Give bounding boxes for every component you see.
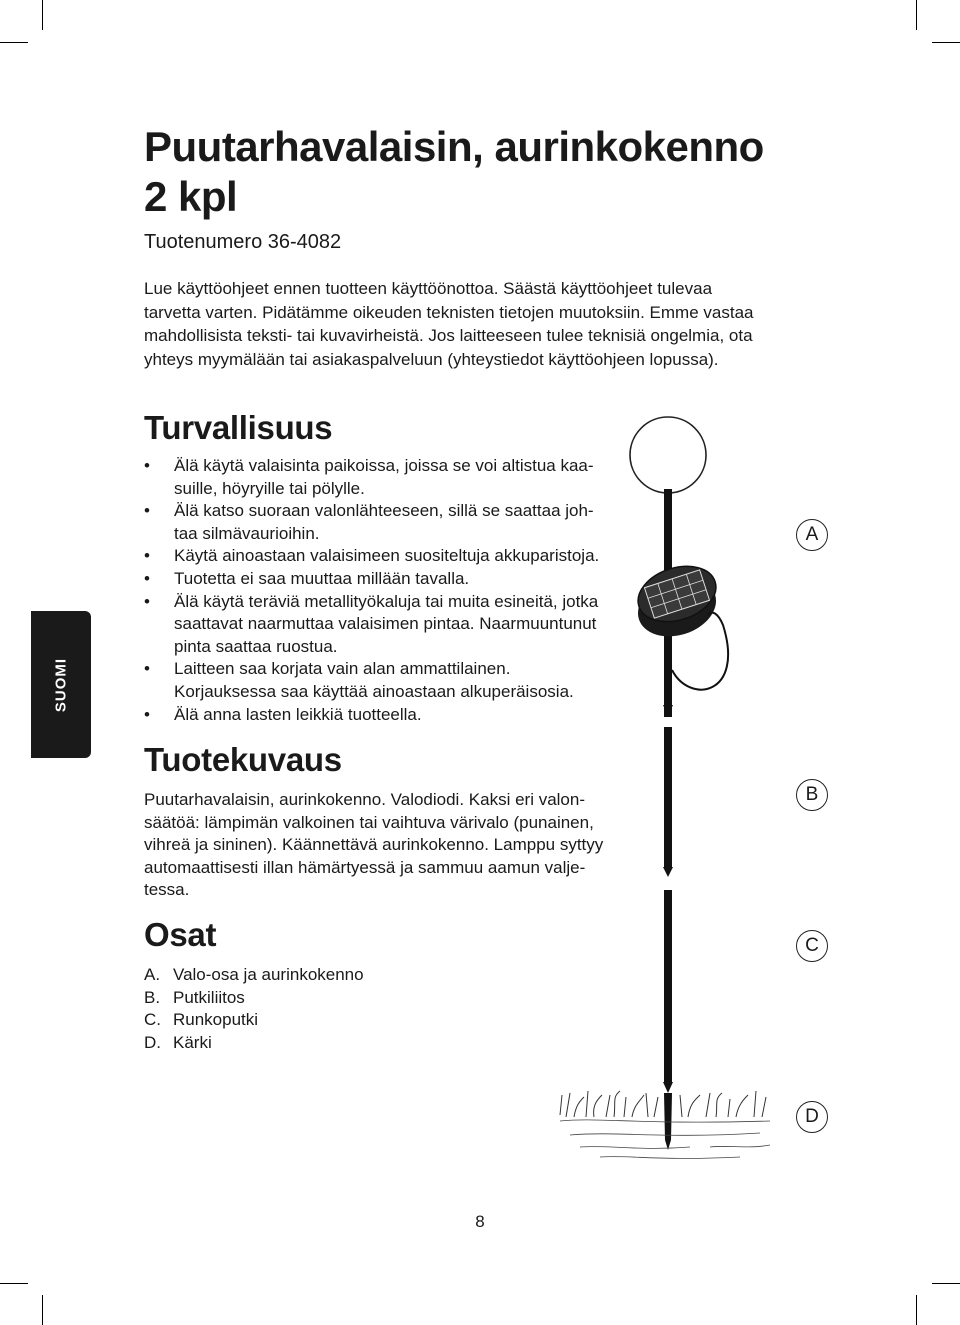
list-item-line: • Tuotetta ei saa muuttaa millään tavalla. <box>174 568 470 588</box>
assembly-arrow <box>663 867 673 877</box>
list-item-line: taa silmävaurioihin. <box>174 523 320 543</box>
part-label: Putkiliitos <box>173 987 245 1007</box>
callout-a: A <box>796 519 828 551</box>
list-item <box>144 964 364 987</box>
crop-mark <box>916 0 917 30</box>
description-line: Puutarhavalaisin, aurinkokenno. Valodiodi. Kaksi eri valon- <box>144 790 585 809</box>
list-item-line: • Älä käytä valaisinta paikoissa, joissa se voi altistua kaa- <box>174 456 594 475</box>
part-label: Runkoputki <box>173 1010 259 1030</box>
crop-mark <box>42 0 43 30</box>
description-line: automaattisesti illan hämärtyessä ja sammuu aamun valje- <box>144 857 586 877</box>
product-number: Tuotenumero 36-4082 <box>144 231 342 253</box>
list-item-line: • Älä katso suoraan valonlähteeseen, sillä se saattaa joh- <box>174 501 594 521</box>
description-line: vihreä ja sininen). Käännettävä aurinkokenno. Lamppu syttyy <box>144 835 604 855</box>
page-title <box>144 122 844 222</box>
safety-heading: Turvallisuus <box>144 409 333 446</box>
crop-mark <box>916 1295 917 1325</box>
intro-line: tarvetta varten. Pidätämme oikeuden teknisten tietojen muutoksiin. Emme vastaa <box>144 302 754 322</box>
callout-c: C <box>796 930 828 962</box>
description-line: säätöä: lämpimän valkoinen tai vaihtuva värivalo (punainen, <box>144 812 594 832</box>
part-key: A. <box>144 965 161 984</box>
light-globe <box>630 417 706 493</box>
list-item-line: • Älä käytä teräviä metallityökaluja tai muita esineitä, jotka <box>174 591 599 611</box>
list-item-line: saattavat naarmuttaa valaisimen pintaa. Naarmuuntunut <box>174 614 597 634</box>
list-item <box>144 1009 364 1032</box>
list-item-line: pinta saattaa ruostua. <box>174 636 338 656</box>
title-line: Puutarhavalaisin, aurinkokenno <box>144 123 764 170</box>
list-item-line: • Laitteen saa korjata vain alan ammattilainen. <box>174 659 511 679</box>
title-line: 2 kpl <box>144 173 238 220</box>
list-item-line: Korjauksessa saa käyttää ainoastaan alkuperäisosia. <box>174 681 574 701</box>
part-label: Kärki <box>173 1032 212 1052</box>
part-key: C. <box>144 1010 161 1030</box>
language-tab-label: SUOMI <box>52 657 70 712</box>
list-item-line: • Käytä ainoastaan valaisimeen suositeltuja akkuparistoja. <box>174 546 600 566</box>
intro-line: Lue käyttöohjeet ennen tuotteen käyttöönottoa. Säästä käyttöohjeet tulevaa <box>144 279 713 298</box>
parts-list <box>144 964 364 1054</box>
list-item-line: suille, höyryille tai pölylle. <box>174 478 365 498</box>
crop-mark <box>42 1295 43 1325</box>
part-key: D. <box>144 1032 161 1052</box>
list-item <box>144 987 364 1010</box>
crop-mark <box>932 1283 960 1284</box>
parts-heading: Osat <box>144 916 217 953</box>
list-item-line: • Älä anna lasten leikkiä tuotteella. <box>174 704 422 724</box>
intro-paragraph <box>144 277 834 371</box>
grass <box>560 1091 766 1117</box>
crop-mark <box>0 42 28 43</box>
language-tab <box>31 611 91 758</box>
list-item <box>144 1032 364 1055</box>
part-label: Valo-osa ja aurinkokenno <box>173 965 364 984</box>
assembly-arrow <box>663 1082 673 1093</box>
connector-tube <box>664 727 672 867</box>
product-illustration <box>540 405 830 1175</box>
solar-panel <box>630 557 723 646</box>
page-number: 8 <box>475 1212 485 1231</box>
crop-mark <box>0 1283 28 1284</box>
callout-b: B <box>796 779 828 811</box>
crop-mark <box>932 42 960 43</box>
callout-d: D <box>796 1101 828 1133</box>
intro-line: mahdollisista teksti- tai kuvavirheistä. Jos laitteeseen tulee teknisiä ongelmia, ota <box>144 326 753 345</box>
part-key: B. <box>144 987 161 1007</box>
intro-line: yhteys myymälään tai asiakaspalveluun (yhteystiedot käyttöohjeen lopussa). <box>144 349 719 369</box>
description-line: tessa. <box>144 880 190 900</box>
description-heading: Tuotekuvaus <box>144 741 342 778</box>
